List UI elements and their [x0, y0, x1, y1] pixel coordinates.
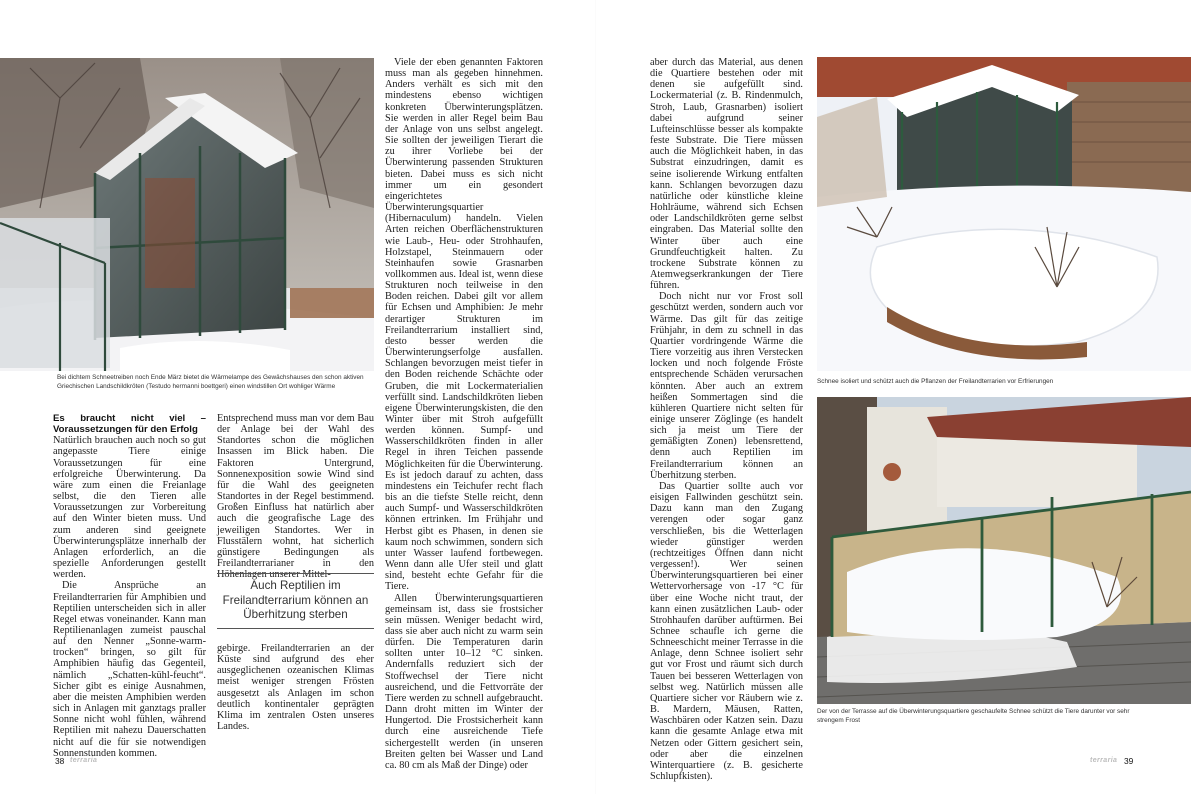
paragraph: Das Quartier sollte auch vor eisigen Fallwinden geschützt sein. Dazu kann man den Zugang verengen oder sogar ganz verschließen, bis die Wetterlagen wieder günstiger werden (rechtzeitiges Öffnen dann nicht vergessen!). Wer seinen Überwinterungsquartieren bei einer Wettervorhersage von -17 °C für über eine Woche nicht traut, der kann einen zusätzlichen Laub- oder Strohhaufen darüber auftürmen. Bei Schnee schaufle ich gerne die Schneeschicht meiner Terrasse in die Anlage, denn Schnee isoliert sehr gut vor Frost und räumt sich durch Tauen bei besseren Wetterlagen von selbst weg. Natürlich müssen alle Quartiere sicher vor Räubern wie z. B. Mardern, Mäusen, Ratten, Waschbären oder Katzen sein. Dazu kann die gesamte Anlage etwa mit Netzen oder Gittern gesichert sein, oder aber die einzelnen Winterquartiere (z. B. gesicherte Schlupfkisten).	[650, 480, 803, 782]
page-gutter	[595, 0, 596, 794]
paragraph: Die Ansprüche an Freilandterrarien für Amphibien und Reptilien unterscheiden sich in aller Regel etwas voneinander. Kann man Reptilienanlagen zumeist pauschal auf den Nenner „Sonne-warm-trocken“ bringen, so gilt für Amphibien häufig das Gegenteil, nämlich „Schatten-kühl-feucht“. Sicher gibt es einige Ausnahmen, aber die meisten Amphibien werden sich in Anlagen mit ganztags praller Sonne nicht wohl fühlen, während Reptilien mit nahezu Dauerschatten nicht auf die für sie notwendigen Sonnenstunden kommen.	[53, 580, 206, 759]
snow-enclosure-photo-caption: Schnee isoliert und schützt auch die Pflanzen der Freilandterrarien vor Erfrierungen	[817, 378, 1054, 385]
terrace-snow-photo	[817, 397, 1191, 704]
magazine-logo-left: terraria	[70, 757, 98, 764]
pull-quote: Auch Reptilien im Freilandterrarium können an Überhitzung sterben	[217, 573, 374, 629]
magazine-logo-right: terraria	[1090, 757, 1118, 764]
paragraph: Doch nicht nur vor Frost soll geschützt werden, sondern auch vor Wärme. Das gilt für das zeitige Frühjahr, in dem zu schnell in das Quartier vordringende Wärme die Tiere vorzeitig aus ihren Verstecken locken und noch folgende Fröste entsprechende Schäden verursachen könnten. Aber auch an extrem heißen Sommertagen sind die kühleren Quartiere nicht selten für einige unserer Zöglinge (es handelt sich ja meist um Tiere der gemäßigten Zonen) lebensrettend, denn auch Reptilien im Freilandterrarium können an Überhitzung sterben.	[650, 291, 803, 481]
paragraph: gebirge. Freilandterrarien an der Küste sind aufgrund des eher ausgeglichenen ozeanischen Klimas meist weniger strengen Frösten ausgesetzt als Anlagen im schon deutlich kontinentaler geprägten Klima im zentralen Osten unseres Landes.	[217, 643, 374, 733]
snow-enclosure-photo	[817, 57, 1191, 371]
left-column-2-continued	[217, 643, 374, 732]
paragraph: Entsprechend muss man vor dem Bau der Anlage bei der Wahl des Standortes schon die möglichen Insassen im Blick haben. Die Faktoren Untergrund, Sonnenexposition sowie Wind sind für die Wahl des geeigneten Standortes in der Regel bestimmend. Großen Einfluss hat natürlich aber auch die geografische Lage des jeweiligen Standortes. Wer in Flusstälern wohnt, hat sicherlich günstigere Bedingungen als Freilandterrarianer in den Höhenlagen unserer Mittel-	[217, 413, 374, 581]
greenhouse-photo-caption: Bei dichtem Schneetreiben noch Ende März bietet die Wärmelampe des Gewächshauses den schon aktiven Griechischen Landschildkröten (Testudo hermanni boettgeri) einen windstillen Ort wohliger Wärme	[57, 374, 364, 390]
page-number-left: 38	[55, 756, 65, 766]
paragraph: aber durch das Material, aus denen die Quartiere bestehen oder mit denen sie aufgefüllt sind. Lockermaterial (z. B. Rindenmulch, Stroh, Laub, Grasnarben) isoliert dabei aufgrund seiner Lufteinschlüsse besser als kompakte feste Substrate. Die Tiere müssen auch die Möglichkeit haben, in das Substrat einzudringen, damit es seine isolierende Wirkung entfalten kann. Schlangen bevorzugen dazu natürliche oder künstliche kleine Hohlräume, während sich Echsen oder Landschildkröten gerne selbst eingraben. Das Material sollte den Winter über auch eine Grundfeuchtigkeit halten. Zu trockene Substrate können zu Atemwegserkrankungen der Tiere führen.	[650, 57, 803, 292]
greenhouse-photo	[0, 58, 374, 371]
paragraph: Natürlich brauchen auch noch so gut angepasste Tiere einige Voraussetzungen für eine erfolgreiche Überwinterung. Da wäre zum einen die Freianlage selbst, die den Tieren alle Voraussetzungen zur Vorbereitung auf den Winter bieten muss. Und zum anderen sind geeignete Überwinterungsplätze innerhalb der Anlagen erforderlich, an die spezielle Anforderungen gestellt werden.	[53, 435, 206, 581]
left-column-2	[217, 413, 374, 580]
section-heading: Es braucht nicht viel – Voraussetzungen für den Erfolg	[53, 413, 206, 436]
right-column-1	[650, 57, 803, 782]
page-number-right: 39	[1124, 756, 1134, 766]
left-column-1	[53, 413, 206, 759]
paragraph: Allen Überwinterungsquartieren gemeinsam ist, dass sie frostsicher sein müssen. Weniger bedacht wird, dass sie aber auch nicht zu warm sein dürfen. Die Temperaturen darin sollten unter 10–12 °C sinken. Andernfalls reduziert sich der Stoffwechsel der Tiere nicht ausreichend, und die Fettvorräte der Tiere werden zu schnell aufgebraucht. Dann droht mitten im Winter der Hungertod. Die Frostsicherheit kann durch eine ausreichende Tiefe sichergestellt werden (in unseren Breiten gelten bei Wasser und Land ca. 80 cm als Maß der Dinge) oder	[385, 592, 543, 771]
terrace-snow-photo-caption: Der von der Terrasse auf die Überwinterungsquartiere geschaufelte Schnee schützt die Tiere darunter vor sehr strengem Frost	[817, 708, 1130, 724]
paragraph: Viele der eben genannten Faktoren muss man als gegeben hinnehmen. Anders verhält es sich mit den mindestens ebenso wichtigen konkreten Überwinterungsplätzen. Sie werden in aller Regel beim Bau der Anlage von uns selbst angelegt. Sie sollten der jeweiligen Tierart die zu ihrer Vorliebe bei der Überwinterung passenden Strukturen bieten. Dabei muss es sich nicht immer um ein gesondert eingerichtetes Überwinterungsquartier (Hibernaculum) handeln. Vielen Arten reichen Oberflächenstrukturen wie Laub-, Heu- oder Strohhaufen, Holzstapel, Steinmauern oder Steinhaufen sowie Grasnarben vollkommen aus. Ideal ist, wenn diese Strukturen noch teilweise in den Boden reichen. Dabei gilt vor allem für Echsen und Amphibien: Je mehr derartiger Strukturen im Freilandterrarium installiert sind, desto besser werden die Überwinterungserfolge ausfallen. Schlangen bevorzugen meist tiefer in den Boden reichende Schächte oder Gruben, die mit Lockermaterialien verfüllt sind. Landschildkröten lieben eigene Überwinterungskisten, die den Winter über mit Stroh aufgefüllt werden können. Sumpf- und Wasserschildkröten finden in aller Regel in ihren Teichen passende Möglichkeiten für die Überwinterung. Es ist jedoch darauf zu achten, dass mindestens ein Teichufer recht flach bis an die tiefste Stelle reicht, denn auch Sumpf- und Wasserschildkröten können ertrinken. Im Frühjahr und Herbst gibt es Phasen, in denen sie kaum noch schwimmen, sondern sich unter Wasser laufend fortbewegen. Wenn dann alle Ufer steil und glatt sind, besteht echte Gefahr für die Tiere.	[385, 57, 543, 593]
left-column-3	[385, 57, 543, 771]
